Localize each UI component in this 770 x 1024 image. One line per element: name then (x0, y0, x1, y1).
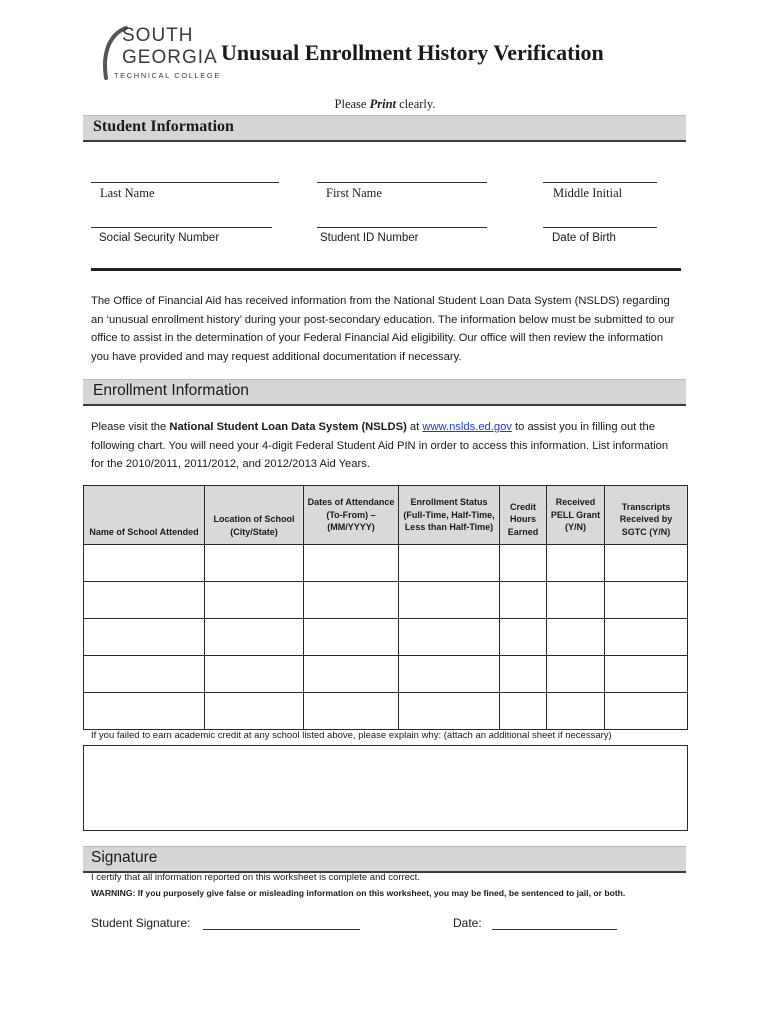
table-cell[interactable] (84, 545, 205, 582)
table-row (84, 582, 688, 619)
nslds-name: National Student Loan Data System (NSLDS) (169, 421, 407, 433)
table-cell[interactable] (605, 619, 688, 656)
student-info-header (83, 115, 686, 142)
table-cell[interactable] (500, 582, 547, 619)
table-cell[interactable] (605, 656, 688, 693)
certify-statement: I certify that all information reported on this worksheet is complete and correct. (91, 872, 420, 883)
enrollment-info-heading: Enrollment Information (93, 382, 249, 399)
print-note-prefix: Please (334, 97, 370, 111)
explain-prompt: If you failed to earn academic credit at any school listed above, please explain why: (attach an additional sheet if necessary) (91, 730, 612, 741)
col-transcripts: Transcripts Received by SGTC (Y/N) (605, 486, 688, 545)
ssn-label: Social Security Number (99, 232, 220, 244)
intro-paragraph: The Office of Financial Aid has received information from the National Student Loan Data System (NSLDS) regarding an ‘unusual enrollment history’ during your post-secondary education. The information below must be submitted to our office to assist in the determination of your Federal Financial Aid eligibility. Our office will then review the information you have provided and may request additional documentation if necessary. (91, 295, 675, 363)
enrollment-instructions (91, 418, 681, 474)
table-row (84, 693, 688, 730)
table-cell[interactable] (547, 619, 605, 656)
table-cell[interactable] (84, 656, 205, 693)
explanation-textarea[interactable] (83, 745, 688, 831)
table-cell[interactable] (205, 545, 304, 582)
table-cell[interactable] (84, 619, 205, 656)
logo-text-technical-college: TECHNICAL COLLEGE (114, 71, 221, 80)
signature-heading: Signature (91, 849, 158, 866)
table-cell[interactable] (399, 693, 500, 730)
college-logo (100, 24, 221, 84)
col-enrollment-status: Enrollment Status (Full-Time, Half-Time, Less than Half-Time) (399, 486, 500, 545)
table-cell[interactable] (304, 582, 399, 619)
table-row (84, 619, 688, 656)
table-cell[interactable] (205, 619, 304, 656)
table-cell[interactable] (500, 619, 547, 656)
logo-text-georgia: GEORGIA (122, 47, 218, 68)
table-cell[interactable] (304, 693, 399, 730)
table-header-row (84, 486, 688, 545)
table-cell[interactable] (500, 545, 547, 582)
page-title: Unusual Enrollment History Verification (221, 40, 604, 65)
table-cell[interactable] (500, 656, 547, 693)
instructions-mid: at (406, 421, 423, 433)
col-school-name: Name of School Attended (84, 486, 205, 545)
signature-header (83, 846, 686, 873)
table-cell[interactable] (547, 693, 605, 730)
first-name-label: First Name (326, 186, 382, 200)
table-cell[interactable] (399, 545, 500, 582)
col-location: Location of School (City/State) (205, 486, 304, 545)
table-cell[interactable] (399, 582, 500, 619)
table-cell[interactable] (547, 656, 605, 693)
last-name-label: Last Name (100, 186, 155, 200)
table-cell[interactable] (304, 545, 399, 582)
table-cell[interactable] (205, 693, 304, 730)
col-pell-grant: Received PELL Grant (Y/N) (547, 486, 605, 545)
table-row (84, 545, 688, 582)
table-cell[interactable] (84, 693, 205, 730)
student-id-field[interactable] (317, 227, 487, 228)
table-cell[interactable] (605, 693, 688, 730)
date-label: Date: (453, 916, 482, 930)
col-dates: Dates of Attendance (To-From) – (MM/YYYY) (304, 486, 399, 545)
middle-initial-field[interactable] (543, 182, 657, 183)
nslds-link[interactable]: www.nslds.ed.gov (422, 421, 512, 433)
table-cell[interactable] (205, 582, 304, 619)
date-field[interactable] (492, 929, 617, 930)
last-name-field[interactable] (91, 182, 279, 183)
student-signature-field[interactable] (203, 929, 360, 930)
enrollment-table (83, 485, 688, 730)
section-divider (91, 268, 681, 271)
table-cell[interactable] (605, 545, 688, 582)
table-cell[interactable] (304, 619, 399, 656)
table-cell[interactable] (304, 656, 399, 693)
table-cell[interactable] (500, 693, 547, 730)
table-cell[interactable] (547, 545, 605, 582)
table-cell[interactable] (84, 582, 205, 619)
logo-text-south: SOUTH (122, 25, 194, 46)
enrollment-info-header (83, 379, 686, 406)
table-cell[interactable] (205, 656, 304, 693)
print-note-emphasis: Print (369, 97, 396, 111)
student-id-label: Student ID Number (320, 232, 419, 244)
student-info-heading: Student Information (93, 118, 234, 135)
instructions-prefix: Please visit the (91, 421, 170, 433)
instructions-suffix: to assist you in filling out the following chart. You will need your 4-digit Federal Student Aid PIN in order to access this information. List information for the 2010/2011, 2011/2012, and 2012/2013 Aid Years. (91, 421, 669, 470)
table-cell[interactable] (399, 656, 500, 693)
dob-label: Date of Birth (552, 232, 616, 244)
col-credit-hours: Credit Hours Earned (500, 486, 547, 545)
table-cell[interactable] (547, 582, 605, 619)
ssn-field[interactable] (91, 227, 272, 228)
first-name-field[interactable] (317, 182, 487, 183)
print-note-suffix: clearly. (396, 97, 436, 111)
table-row (84, 656, 688, 693)
table-cell[interactable] (399, 619, 500, 656)
table-cell[interactable] (605, 582, 688, 619)
print-instruction (0, 97, 770, 112)
dob-field[interactable] (543, 227, 657, 228)
middle-initial-label: Middle Initial (553, 186, 623, 200)
student-signature-label: Student Signature: (91, 916, 191, 930)
warning-statement: WARNING: If you purposely give false or misleading information on this worksheet, you may be fined, be sentenced to jail, or both. (91, 888, 626, 898)
